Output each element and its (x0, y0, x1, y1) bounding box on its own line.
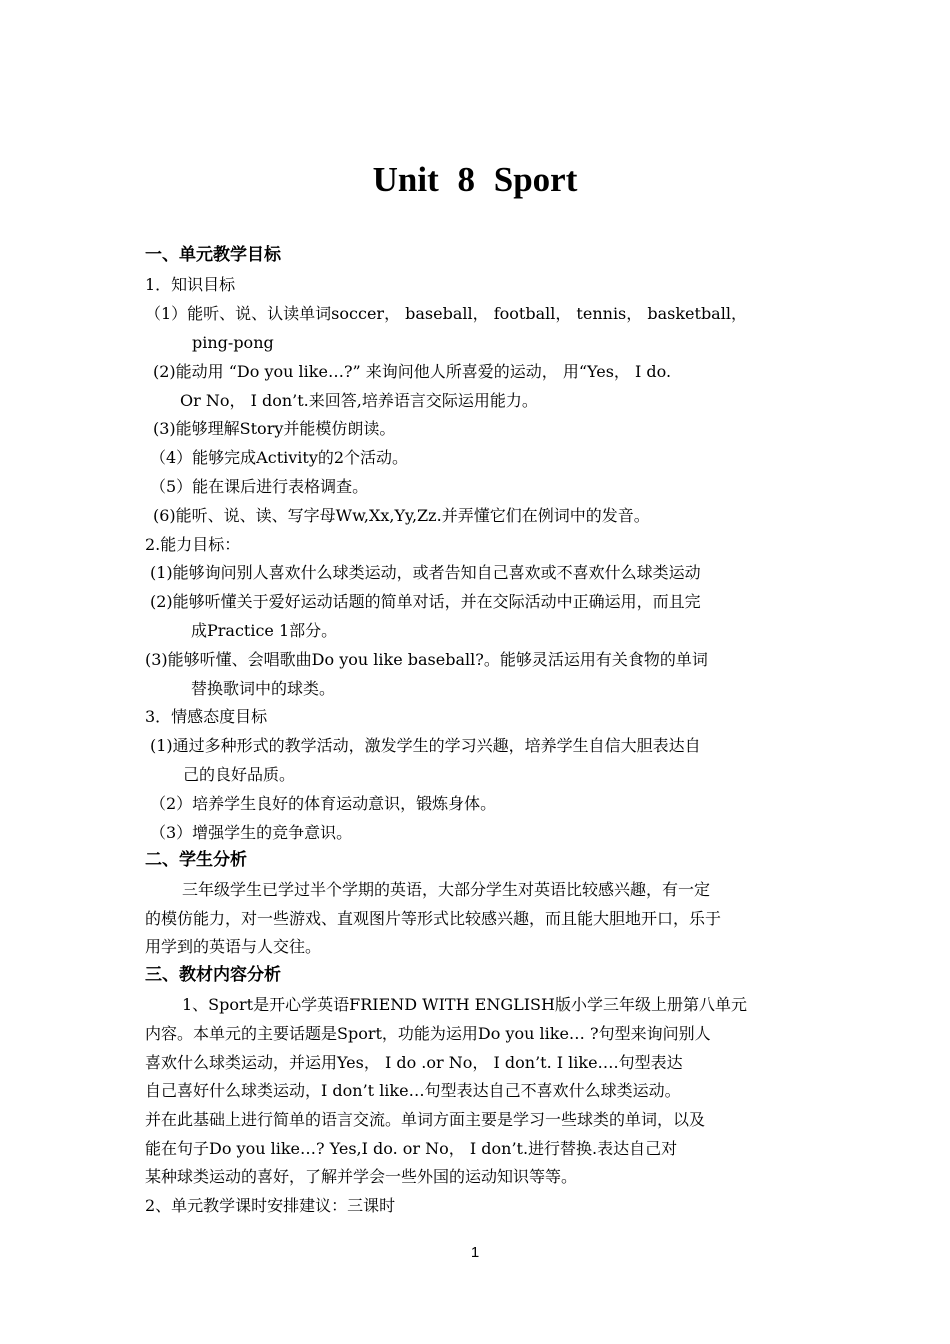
content-analysis-line-5: 并在此基础上进行简单的语言交流。单词方面主要是学习一些球类的单词，以及 (145, 1110, 706, 1129)
knowledge-item-2: (2)能动用 “Do you like…?” 来询问他人所喜爱的运动， 用“Yes， I do. (153, 362, 672, 381)
ability-item-2: (2)能够听懂关于爱好运动话题的简单对话，并在交际活动中正确运用，而且完 (150, 592, 701, 611)
section-heading-objectives: 一、单元教学目标 (145, 245, 281, 265)
content-analysis-line-7: 某种球类运动的喜好，了解并学会一些外国的运动知识等等。 (145, 1167, 578, 1186)
content-analysis-line-1: 1、Sport是开心学英语FRIEND WITH ENGLISH版小学三年级上册第八单元 (182, 995, 747, 1014)
ability-item-3-cont: 替换歌词中的球类。 (191, 679, 336, 698)
knowledge-item-1-cont: ping-pong (192, 333, 274, 352)
content-analysis-line-6: 能在句子Do you like…? Yes,I do. or No， I don’t.进行替换.表达自己对 (145, 1139, 678, 1158)
ability-item-1: (1)能够询问别人喜欢什么球类运动，或者告知自己喜欢或不喜欢什么球类运动 (150, 563, 701, 582)
page-number: 1 (470, 1244, 480, 1261)
subsection-attitude: 3．情感态度目标 (145, 707, 268, 726)
student-analysis-line-1: 三年级学生已学过半个学期的英语，大部分学生对英语比较感兴趣，有一定 (182, 880, 711, 899)
lesson-schedule: 2、单元教学课时安排建议：三课时 (145, 1196, 396, 1215)
content-analysis-line-3: 喜欢什么球类运动，并运用Yes， I do .or No， I don’t. I like….句型表达 (145, 1053, 683, 1072)
knowledge-item-3: (3)能够理解Story并能模仿朗读。 (153, 419, 396, 438)
student-analysis-line-2: 的模仿能力，对一些游戏、直观图片等形式比较感兴趣，而且能大胆地开口，乐于 (145, 909, 722, 928)
attitude-item-3: （3）增强学生的竞争意识。 (150, 823, 353, 842)
section-heading-students: 二、学生分析 (145, 850, 247, 870)
document-title: Unit 8 Sport (372, 160, 578, 199)
section-heading-content: 三、教材内容分析 (145, 965, 281, 985)
ability-item-3: (3)能够听懂、会唱歌曲Do you like baseball?。能够灵活运用有关食物的单词 (145, 650, 708, 669)
attitude-item-1-cont: 己的良好品质。 (183, 765, 296, 784)
content-analysis-line-2: 内容。本单元的主要话题是Sport，功能为运用Do you like… ?句型来询问别人 (145, 1024, 711, 1043)
content-analysis-line-4: 自己喜好什么球类运动，I don’t like…句型表达自己不喜欢什么球类运动。 (145, 1081, 681, 1100)
knowledge-item-2-cont: Or No， I don’t.来回答,培养语言交际运用能力。 (180, 391, 538, 410)
knowledge-item-6: (6)能听、说、读、写字母Ww,Xx,Yy,Zz.并弄懂它们在例词中的发音。 (153, 506, 650, 525)
student-analysis-line-3: 用学到的英语与人交往。 (145, 937, 322, 956)
subsection-knowledge: 1．知识目标 (145, 275, 236, 294)
subsection-ability: 2.能力目标： (145, 535, 241, 554)
attitude-item-1: (1)通过多种形式的教学活动，激发学生的学习兴趣，培养学生自信大胆表达自 (150, 736, 701, 755)
attitude-item-2: （2）培养学生良好的体育运动意识，锻炼身体。 (150, 794, 497, 813)
knowledge-item-1: （1）能听、说、认读单词soccer， baseball， football， tennis， basketball， (145, 304, 747, 323)
knowledge-item-4: （4）能够完成Activity的2个活动。 (150, 448, 409, 467)
knowledge-item-5: （5）能在课后进行表格调查。 (150, 477, 369, 496)
ability-item-2-cont: 成Practice 1部分。 (191, 621, 338, 640)
